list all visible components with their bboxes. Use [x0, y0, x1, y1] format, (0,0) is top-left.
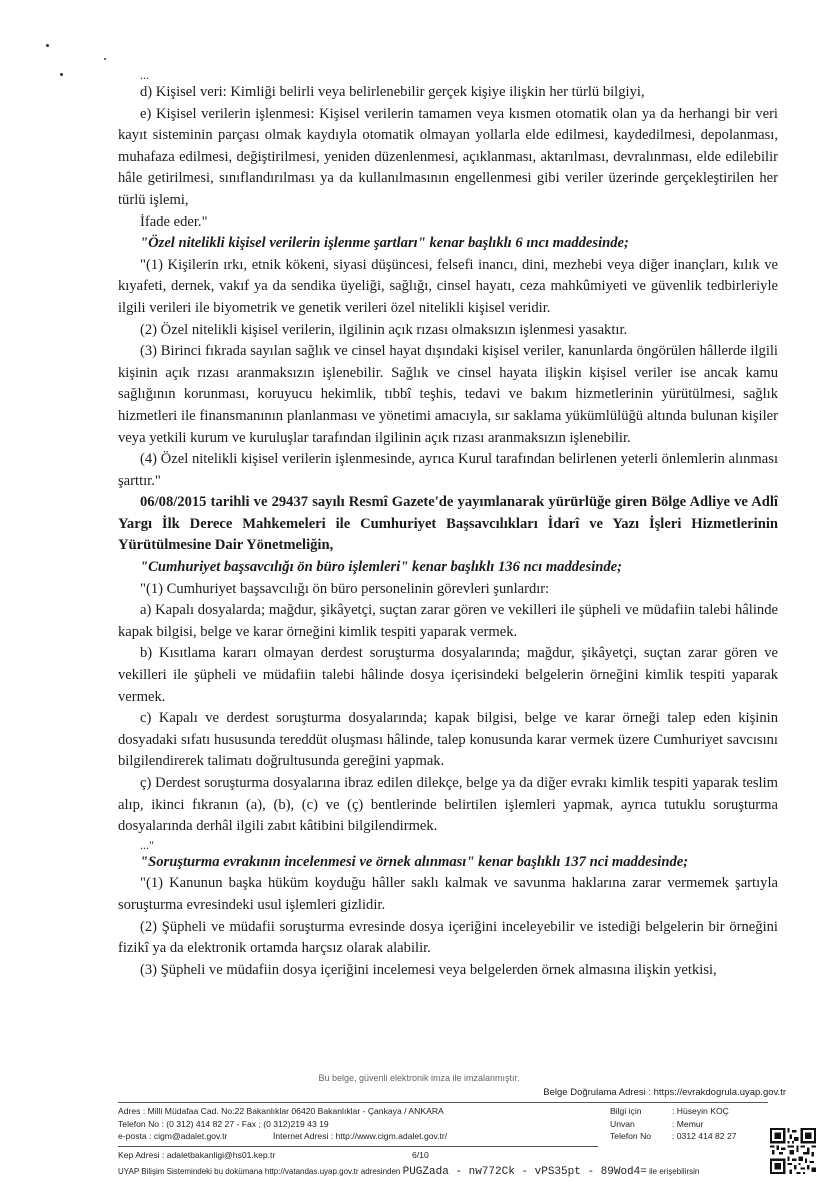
ellipsis-line: ...": [140, 837, 154, 852]
uyap-text: UYAP Bilişim Sistemindeki bu dokümana http://vatandas.uyap.gov.tr adresinden: [118, 1167, 401, 1176]
phone-fax: Telefon No : (0 312) 414 82 27 - Fax ; (0 312)219 43 19: [118, 1118, 329, 1129]
paragraph: e) Kişisel verilerin işlenmesi: Kişisel verilerin tamamen veya kısmen otomatik olan ya da herhangi bir veri kayıt sisteminin parçası olmak kaydıyla otomatik olmayan yollarla elde edilmesi, kaydedilmesi, depolanması, muhafaza edilmesi, değiştirilmesi, yeniden düzenlenmesi, açıklanması, aktarılması, devralınması, elde edilebilir hâle getirilmesi, sınıflandırılması ya da kullanılmasının engellenmesi gibi veriler üzerinde gerçekleştirilen her türlü işlemi,: [118, 105, 778, 208]
footer-divider: [118, 1146, 598, 1147]
paragraph: (2) Özel nitelikli kişisel verilerin, ilgilinin açık rızası olmaksızın işlenmesi yasaktır.: [140, 321, 628, 338]
paragraph: a) Kapalı dosyalarda; mağdur, şikâyetçi, suçtan zarar gören ve vekilleri ile şüpheli ve müdafiin talebi hâlinde kapak bilgisi, belge ve karar örneğini kimlik tespiti yaparak vermek.: [118, 602, 778, 640]
title-label: Unvan: [610, 1118, 635, 1129]
contact-person-block: [610, 1105, 737, 1143]
ellipsis-line: ...: [140, 68, 149, 82]
paragraph: "(1) Cumhuriyet başsavcılığı ön büro personelinin görevleri şunlardır:: [140, 580, 550, 597]
paragraph: (2) Şüpheli ve müdafii soruşturma evresinde dosya içeriğini inceleyebilir ve istediği belgelerin bir örneğini fizikî ya da elektronik ortamda harçsız olarak alabilir.: [118, 918, 778, 957]
address: Adres : Milli Müdafaa Cad. No:22 Bakanlıklar 06420 Bakanlıklar - Çankaya / ANKARA: [118, 1106, 444, 1116]
section-heading: "Özel nitelikli kişisel verilerin işlenme şartları" kenar başlıklı 6 ıncı maddesinde;: [140, 235, 629, 252]
paragraph: ç) Derdest soruşturma dosyalarına ibraz edilen dilekçe, belge ya da diğer evrakı kimlik tespiti yaparak teslim alıp, ikinci fıkranın (a), (b), (c) ve (ç) bentlerinde belirtilen işlemleri yapmak, ayrıca tutuklu soruşturma dosyalarında derhâl ilgili zabıt kâtibini bilgilendirmek.: [118, 775, 778, 835]
verification-address: Belge Doğrulama Adresi : https://evrakdogrula.uyap.gov.tr: [543, 1087, 786, 1098]
qr-code-icon: [770, 1128, 816, 1174]
paragraph: c) Kapalı ve derdest soruşturma dosyalarında; kapak bilgisi, belge ve karar örneği talep eden kişinin dosyadaki sıfatı hususunda tereddüt oluşması hâlinde, talep konusunda karar vermek üzere Cumhuriyet savcısını bilgilendirerek talimatı doğrultusunda gereğini yapmak.: [118, 710, 778, 770]
paragraph: "(1) Kanunun başka hüküm koyduğu hâller saklı kalmak ve savunma haklarına zarar vermemek şartıyla soruşturma evresindeki usul işlemleri gizlidir.: [118, 875, 778, 913]
kep-address: Kep Adresi : adaletbakanligi@hs01.kep.tr: [118, 1150, 276, 1160]
uyap-access-line: [118, 1166, 699, 1178]
paragraph: (4) Özel nitelikli kişisel verilerin işlenmesinde, ayrıca Kurul tarafından belirlenen yeterli önlemlerin alınması şarttır.": [118, 451, 778, 489]
document-body: [118, 68, 778, 981]
regulation-heading: 06/08/2015 tarihli ve 29437 sayılı Resmî Gazete'de yayımlanarak yürürlüğe giren Bölge Adliye ve Adlî Yargı İlk Derece Mahkemeleri ile Cumhuriyet Başsavcılıkları İdarî ve Yazı İşleri Hizmetlerinin Yürütülmesine Dair Yönetmeliğin,: [118, 494, 778, 554]
paragraph: "(1) Kişilerin ırkı, etnik kökeni, siyasi düşüncesi, felsefi inancı, dini, mezhebi veya diğer inançları, kılık ve kıyafeti, dernek, vakıf ya da sendika üyeliği, sağlığı, cinsel hayatı, ceza mahkûmiyeti ve güvenlik tedbirleriyle ilgili verileri ile biyometrik ve genetik verileri özel nitelikli kişisel veridir.: [118, 256, 778, 316]
paragraph: d) Kişisel veri: Kimliği belirli veya belirlenebilir gerçek kişiye ilişkin her türlü bilgiyi,: [140, 84, 645, 100]
uyap-text-end: ile erişebilirsin: [649, 1167, 700, 1176]
section-heading: "Cumhuriyet başsavcılığı ön büro işlemleri" kenar başlıklı 136 ncı maddesinde;: [140, 559, 623, 576]
email: e-posta : cigm@adalet.gov.tr: [118, 1131, 228, 1141]
e-signature-note: Bu belge, güvenli elektronik imza ile imzalanmıştır.: [318, 1073, 520, 1083]
section-heading: "Soruşturma evrakının incelenmesi ve örnek alınması" kenar başlıklı 137 nci maddesinde;: [140, 853, 689, 870]
paragraph: (3) Şüpheli ve müdafiin dosya içeriğini incelemesi veya belgelerden örnek almasına ilişkin yetkisi,: [140, 961, 717, 978]
scan-speck: [46, 44, 49, 47]
scan-speck: [104, 58, 106, 60]
info-label: Bilgi için: [610, 1106, 642, 1116]
paragraph: (3) Birinci fıkrada sayılan sağlık ve cinsel hayat dışındaki kişisel veriler, kanunlarda öngörülen hâllerde ilgili kişinin açık rızası aranmaksızın işlenebilir. Sağlık ve cinsel hayata ilişkin kişisel veriler ise ancak kamu sağlığının korunması, koruyucu hekimlik, tıbbî teşhis, tedavi ve bakım hizmetlerinin yürütülmesi, sağlık hizmetleri ile finansmanının planlanması ve yönetimi amacıyla, sır saklama yükümlülüğü altında bulunan kişiler veya yetkili kurum ve kuruluşlar tarafından ilgilinin açık rızası aranmaksızın işlenebilir.: [118, 343, 778, 446]
page-number: 6/10: [412, 1150, 429, 1160]
info-value: : Hüseyin KOÇ: [672, 1106, 729, 1116]
scan-speck: [60, 73, 63, 76]
tel-value: : 0312 414 82 27: [672, 1131, 737, 1141]
tel-label: Telefon No: [610, 1131, 652, 1141]
website: İnternet Adresi : http://www.cigm.adalet.gov.tr/: [273, 1131, 448, 1141]
contact-block: [118, 1105, 447, 1143]
uyap-code: PUGZada - nw772Ck - vPS35pt - 89Wod4=: [402, 1166, 647, 1178]
footer-divider: [118, 1102, 768, 1103]
title-value: : Memur: [672, 1118, 704, 1129]
paragraph: b) Kısıtlama kararı olmayan derdest soruşturma dosyalarında; mağdur, şikâyetçi, suçtan zarar gören ve vekilleri ile şüpheli ve müdafiin talebi hâlinde dosya içerisindeki belgelerin örneğini kimlik tespiti yaparak vermek.: [118, 645, 778, 705]
paragraph: İfade eder.": [140, 213, 208, 230]
